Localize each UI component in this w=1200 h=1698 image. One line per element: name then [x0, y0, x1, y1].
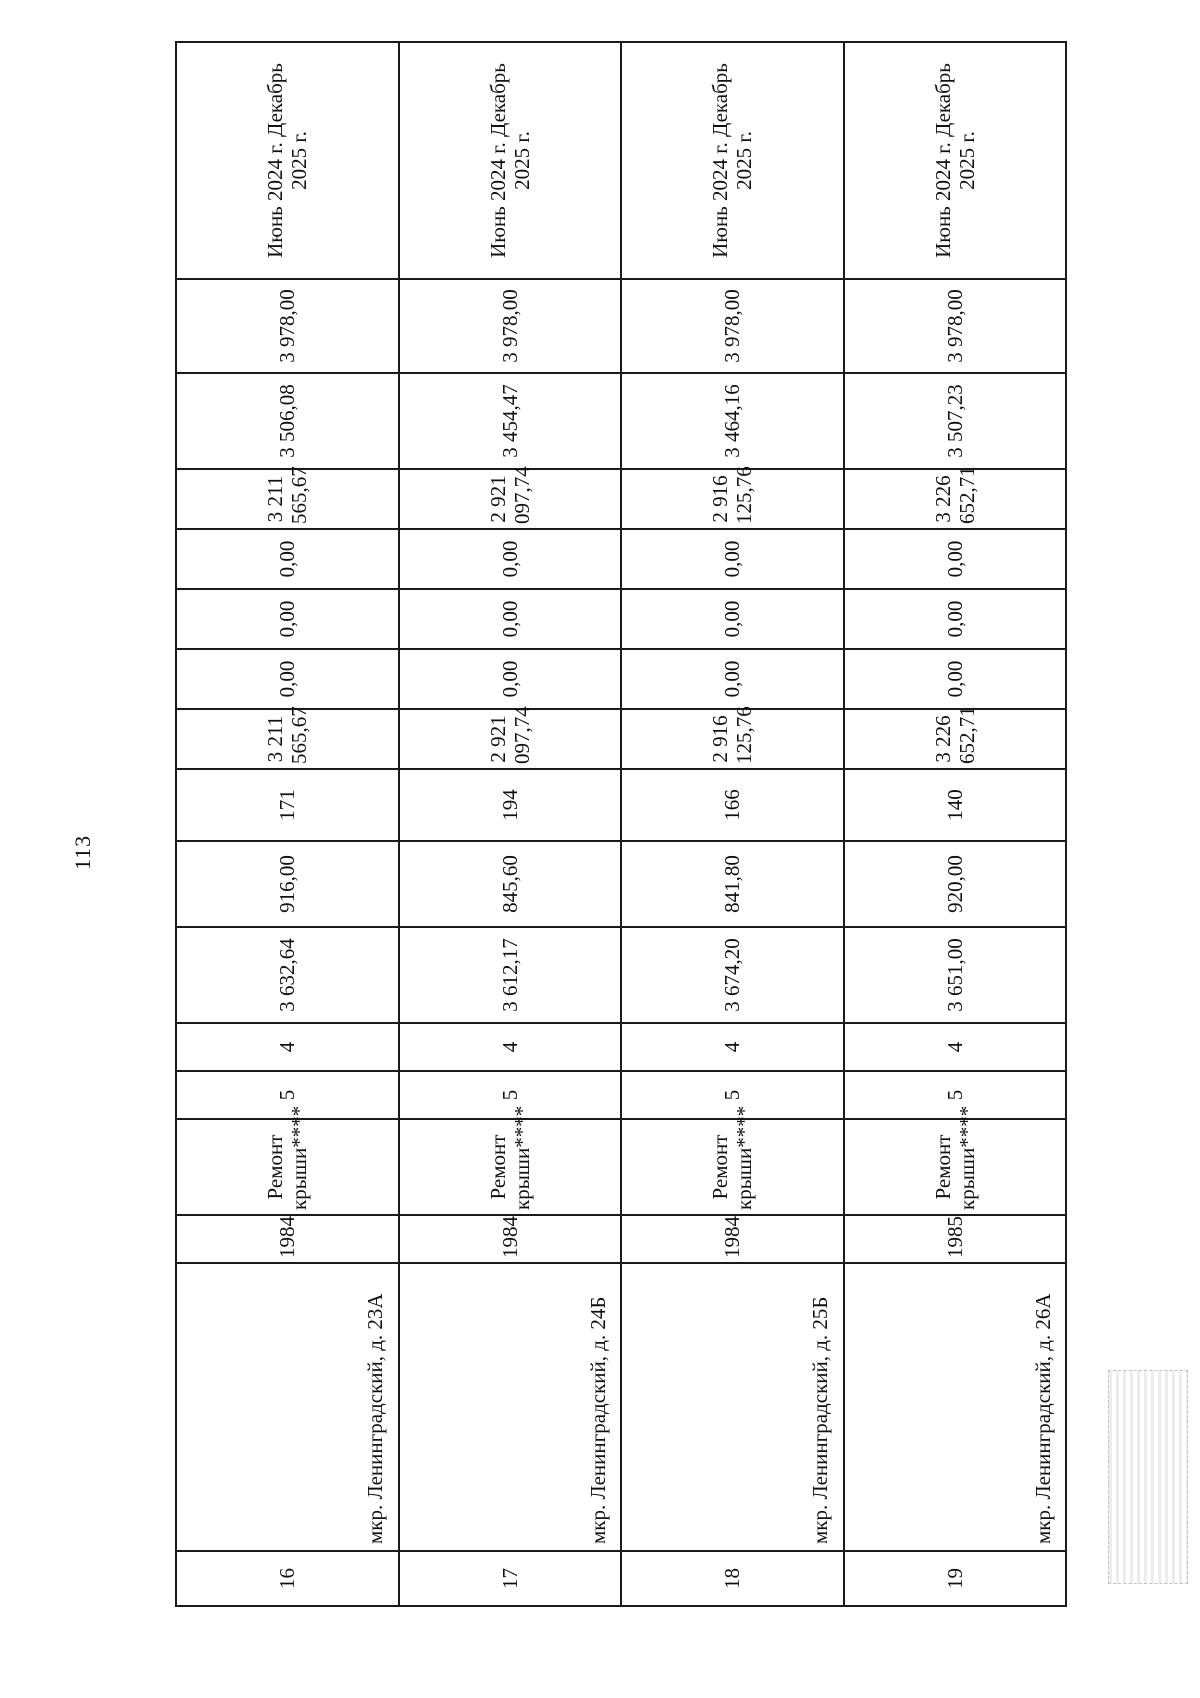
row-fund-owners: 3 226 652,71 [844, 469, 1067, 529]
row-unit-cost: 3 507,23 [844, 373, 1067, 469]
row-address: мкр. Ленинградский, д. 23А [176, 1263, 399, 1551]
row-residents: 171 [176, 769, 399, 841]
row-unit-cost: 3 464,16 [621, 373, 844, 469]
row-period: Июнь 2024 г. Декабрь 2025 г. [176, 42, 399, 279]
row-area-roof: 841,80 [621, 841, 844, 927]
row-index: 17 [399, 1551, 622, 1606]
row-area-total: 3 651,00 [844, 927, 1067, 1023]
row-area-total: 3 632,64 [176, 927, 399, 1023]
row-fund-local: 0,00 [399, 529, 622, 589]
row-fund-local: 0,00 [844, 529, 1067, 589]
row-entrances: 4 [176, 1023, 399, 1071]
table-row [399, 42, 622, 1606]
row-fund-owners: 3 211 565,67 [176, 469, 399, 529]
row-limit-cost: 3 978,00 [176, 279, 399, 373]
row-work-type: Ремонт крыши**** [844, 1119, 1067, 1215]
row-index: 16 [176, 1551, 399, 1606]
row-fund-federal: 0,00 [176, 649, 399, 709]
row-cost-total: 3 211 565,67 [176, 709, 399, 769]
row-year: 1984 [621, 1215, 844, 1263]
row-floors: 5 [176, 1071, 399, 1119]
row-fund-federal: 0,00 [844, 649, 1067, 709]
row-work-type: Ремонт крыши**** [399, 1119, 622, 1215]
row-unit-cost: 3 506,08 [176, 373, 399, 469]
repair-table-wrapper [175, 63, 1067, 1607]
row-year: 1985 [844, 1215, 1067, 1263]
row-period: Июнь 2024 г. Декабрь 2025 г. [621, 42, 844, 279]
row-residents: 140 [844, 769, 1067, 841]
repair-table [175, 41, 1067, 1607]
row-fund-regional: 0,00 [621, 589, 844, 649]
row-work-type: Ремонт крыши**** [621, 1119, 844, 1215]
row-area-roof: 920,00 [844, 841, 1067, 927]
row-fund-local: 0,00 [176, 529, 399, 589]
row-entrances: 4 [399, 1023, 622, 1071]
row-limit-cost: 3 978,00 [399, 279, 622, 373]
row-fund-local: 0,00 [621, 529, 844, 589]
row-cost-total: 3 226 652,71 [844, 709, 1067, 769]
row-work-type: Ремонт крыши**** [176, 1119, 399, 1215]
row-area-total: 3 674,20 [621, 927, 844, 1023]
row-entrances: 4 [844, 1023, 1067, 1071]
row-residents: 194 [399, 769, 622, 841]
row-fund-regional: 0,00 [844, 589, 1067, 649]
row-year: 1984 [176, 1215, 399, 1263]
row-fund-federal: 0,00 [399, 649, 622, 709]
row-fund-regional: 0,00 [399, 589, 622, 649]
row-limit-cost: 3 978,00 [844, 279, 1067, 373]
row-floors: 5 [844, 1071, 1067, 1119]
row-fund-owners: 2 921 097,74 [399, 469, 622, 529]
row-area-roof: 845,60 [399, 841, 622, 927]
row-entrances: 4 [621, 1023, 844, 1071]
table-row [176, 42, 399, 1606]
table-row [844, 42, 1067, 1606]
row-index: 18 [621, 1551, 844, 1606]
row-address: мкр. Ленинградский, д. 25Б [621, 1263, 844, 1551]
row-cost-total: 2 921 097,74 [399, 709, 622, 769]
page-number: 113 [70, 834, 95, 870]
table-row [621, 42, 844, 1606]
row-unit-cost: 3 454,47 [399, 373, 622, 469]
row-year: 1984 [399, 1215, 622, 1263]
row-residents: 166 [621, 769, 844, 841]
row-floors: 5 [621, 1071, 844, 1119]
row-period: Июнь 2024 г. Декабрь 2025 г. [399, 42, 622, 279]
row-address: мкр. Ленинградский, д. 24Б [399, 1263, 622, 1551]
row-index: 19 [844, 1551, 1067, 1606]
row-area-total: 3 612,17 [399, 927, 622, 1023]
row-fund-federal: 0,00 [621, 649, 844, 709]
row-fund-regional: 0,00 [176, 589, 399, 649]
row-area-roof: 916,00 [176, 841, 399, 927]
approval-stamp [1108, 1370, 1188, 1584]
row-address: мкр. Ленинградский, д. 26А [844, 1263, 1067, 1551]
row-limit-cost: 3 978,00 [621, 279, 844, 373]
row-period: Июнь 2024 г. Декабрь 2025 г. [844, 42, 1067, 279]
row-cost-total: 2 916 125,76 [621, 709, 844, 769]
row-fund-owners: 2 916 125,76 [621, 469, 844, 529]
row-floors: 5 [399, 1071, 622, 1119]
